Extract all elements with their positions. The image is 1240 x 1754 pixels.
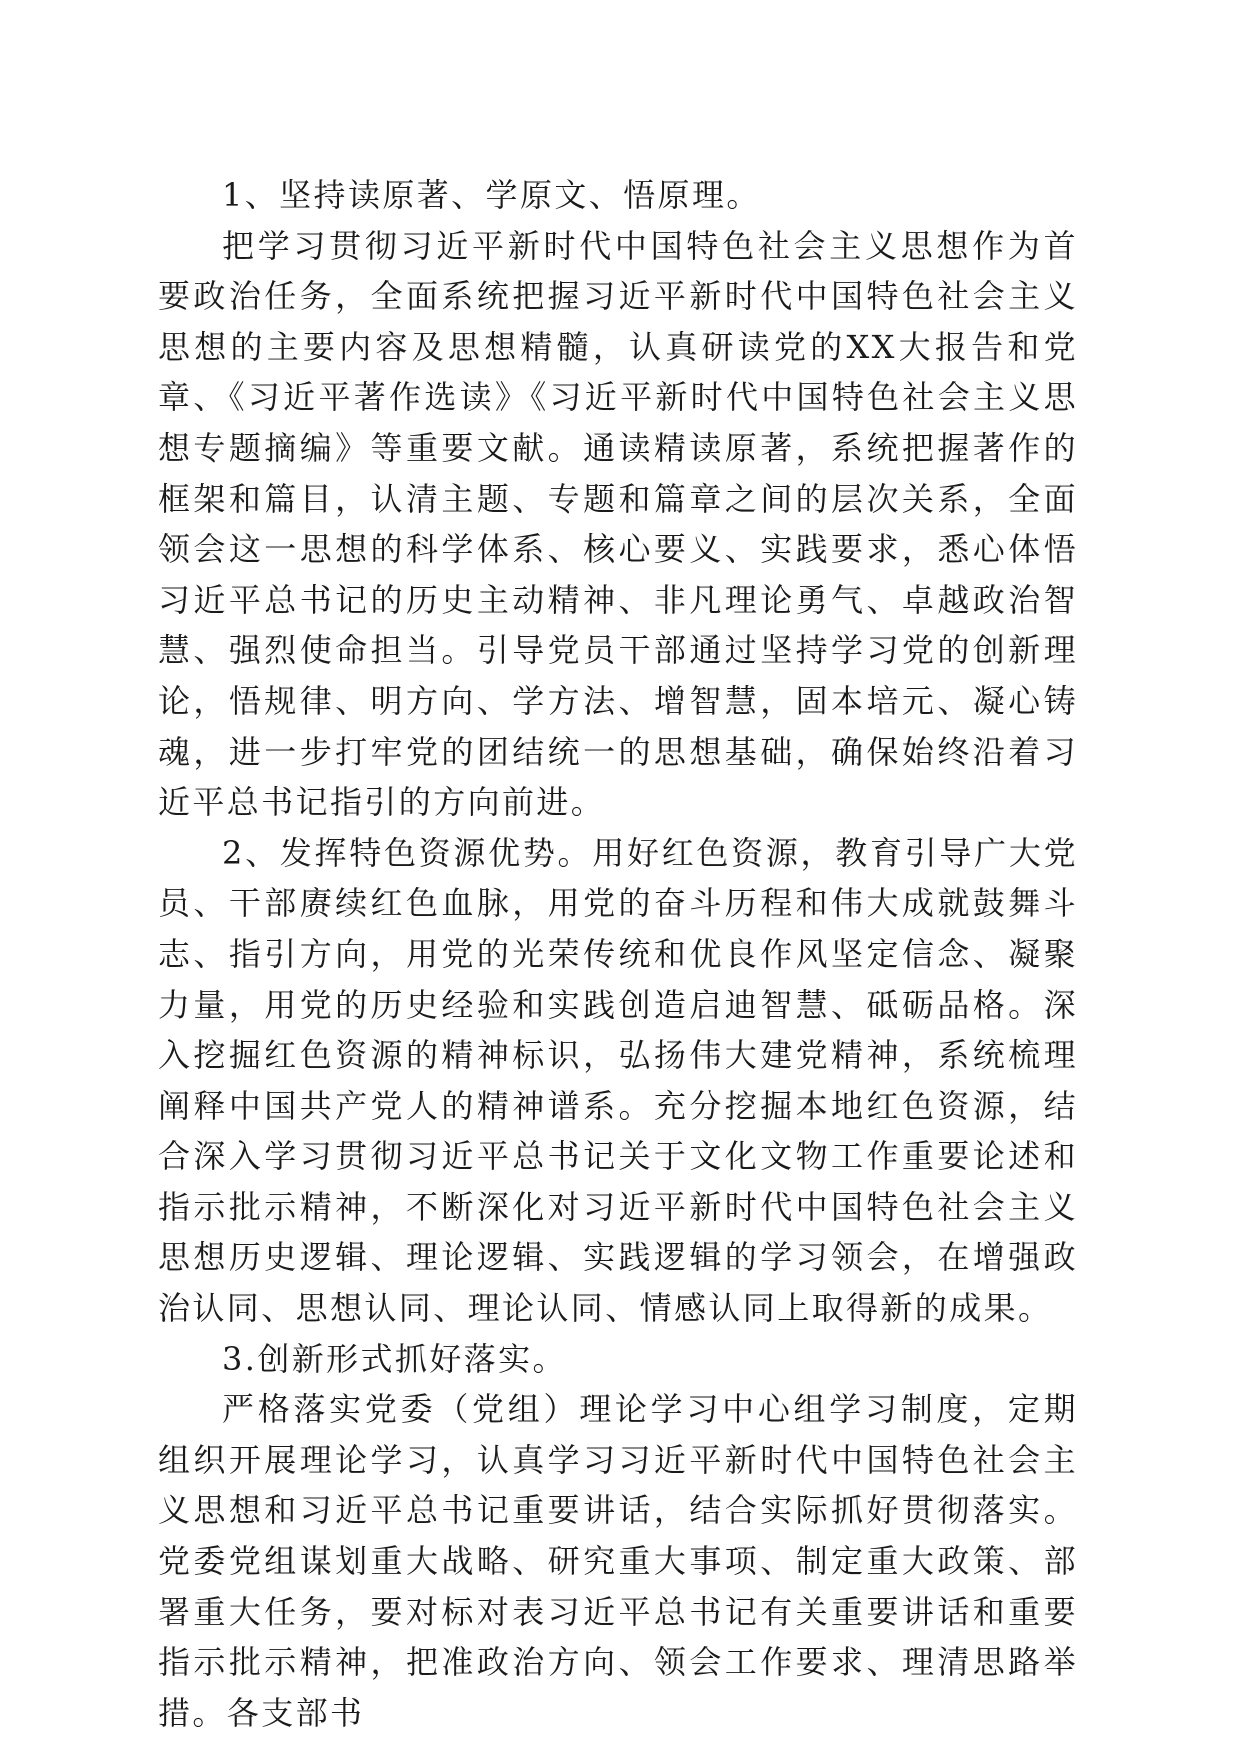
paragraph-3: 严格落实党委（党组）理论学习中心组学习制度，定期组织开展理论学习，认真学习习近平新时代中国特色社会主义思想和习近平总书记重要讲话，结合实际抓好贯彻落实。党委党组谋划重大战略、研究重大事项、制定重大政策、部署重大任务，要对标对表习近平总书记有关重要讲话和重要指示批示精神，把准政治方向、领会工作要求、理清思路举措。各支部书 (158, 1390, 1078, 1732)
section-heading-3: 3.创新形式抓好落实。 (222, 1339, 567, 1378)
paragraph-1: 把学习贯彻习近平新时代中国特色社会主义思想作为首要政治任务，全面系统把握习近平新时代中国特色社会主义思想的主要内容及思想精髓，认真研读党的XX大报告和党章、《习近平著作选读》《习近平新时代中国特色社会主义思想专题摘编》等重要文献。通读精读原著，系统把握著作的框架和篇目，认清主题、专题和篇章之间的层次关系，全面领会这一思想的科学体系、核心要义、实践要求，悉心体悟习近平总书记的历史主动精神、非凡理论勇气、卓越政治智慧、强烈使命担当。引导党员干部通过坚持学习党的创新理论，悟规律、明方向、学方法、增智慧，固本培元、凝心铸魂，进一步打牢党的团结统一的思想基础，确保始终沿着习近平总书记指引的方向前进。 (158, 226, 1078, 822)
section-heading-1: 1、坚持读原著、学原文、悟原理。 (222, 176, 761, 214)
document-body (158, 170, 1078, 1738)
paragraph-2: 2、发挥特色资源优势。用好红色资源，教育引导广大党员、干部赓续红色血脉，用党的奋斗历程和伟大成就鼓舞斗志、指引方向，用党的光荣传统和优良作风坚定信念、凝聚力量，用党的历史经验和实践创造启迪智慧、砥砺品格。深入挖掘红色资源的精神标识，弘扬伟大建党精神，系统梳理阐释中国共产党人的精神谱系。充分挖掘本地红色资源，结合深入学习贯彻习近平总书记关于文化文物工作重要论述和指示批示精神，不断深化对习近平新时代中国特色社会主义思想历史逻辑、理论逻辑、实践逻辑的学习领会，在增强政治认同、思想认同、理论认同、情感认同上取得新的成果。 (158, 833, 1078, 1328)
